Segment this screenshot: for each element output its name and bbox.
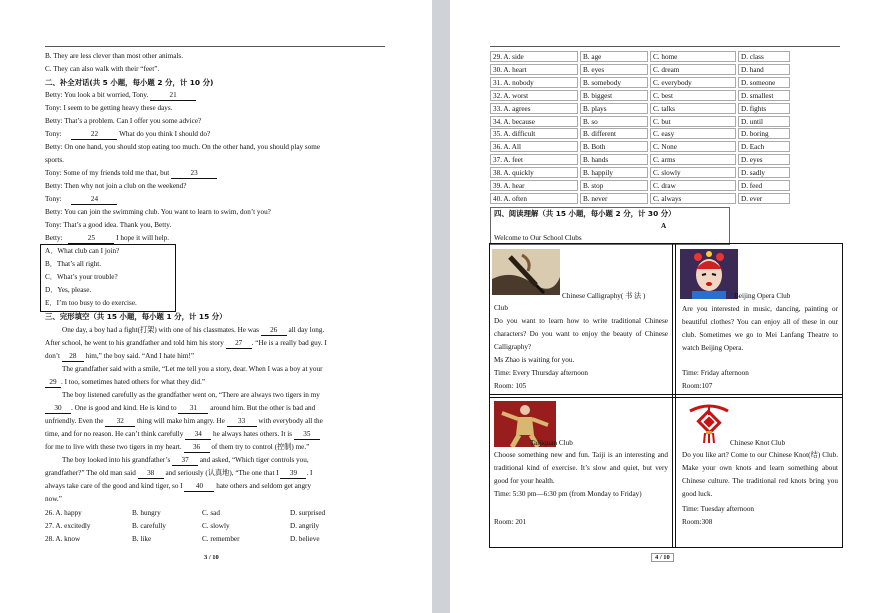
dialogue-line: Betty: On one hand, you should stop eating too much. On the other hand, you should play some xyxy=(45,143,321,151)
mc-option-cell: B. eyes xyxy=(580,64,648,75)
mc-option: C. slowly xyxy=(202,522,230,530)
mc-option-cell: C. everybody xyxy=(650,77,736,88)
club-room: Room: 105 xyxy=(494,382,527,390)
dialogue-line: Betty: You look a bit worried, Tony. 21 xyxy=(45,91,196,101)
club-description: Are you interested in music, dancing, painting or beautiful clothes? You can enjoy all of these in our club. Sometimes we go to Mei Lanfang Theatre to watch Beijing Opera. xyxy=(682,305,838,352)
cloze-blank[interactable]: 26 xyxy=(261,326,287,336)
page-number: 3 / 10 xyxy=(204,554,219,561)
cloze-blank[interactable]: 27 xyxy=(226,339,252,349)
cloze-blank[interactable]: 38 xyxy=(138,469,164,479)
mc-option-cell: D. smallest xyxy=(738,90,790,101)
mc-option-cell: B. somebody xyxy=(580,77,648,88)
cloze-blank[interactable]: 40 xyxy=(184,482,214,492)
opera-club-card xyxy=(680,247,840,393)
mc-option-cell: D. fights xyxy=(738,103,790,114)
option-line: B. They are less clever than most other animals. xyxy=(45,52,183,60)
mc-option-cell: 37. A. feet xyxy=(490,154,578,165)
mc-option-cell: B. stop xyxy=(580,180,648,191)
passage-label: A xyxy=(661,222,667,230)
cloze-line: unfriendly. Even the 32 thing will make him angry. He 33 with everybody all the xyxy=(45,417,323,425)
answer-option: E．I’m too busy to do exercise. xyxy=(45,299,137,307)
mc-option-cell: D. someone xyxy=(738,77,790,88)
dialogue-line: Betty: That’s a problem. Can I offer you some advice? xyxy=(45,117,202,125)
dialogue-line: Betty: Then why not join a club on the weekend? xyxy=(45,182,187,190)
mc-option-cell: 34. A. because xyxy=(490,116,578,127)
clubs-table xyxy=(489,243,843,548)
club-title: Taijiquan Club xyxy=(530,439,573,447)
mc-option-cell: B. plays xyxy=(580,103,648,114)
table-divider xyxy=(490,394,842,398)
calligraphy-club-card xyxy=(492,247,670,393)
mc-option: 27. A. excitedly xyxy=(45,522,91,530)
mc-option-cell: 36. A. All xyxy=(490,141,578,152)
chinese-knot-image xyxy=(684,399,734,443)
mc-option-cell: 35. A. difficult xyxy=(490,128,578,139)
mc-option-cell: C. draw xyxy=(650,180,736,191)
club-description: Do you want to learn how to write traditional Chinese characters? Do you want to enjoy the beauty of Chinese Calligraphy? xyxy=(494,317,668,351)
cloze-blank[interactable]: 34 xyxy=(185,430,211,440)
mc-option-cell: 29. A. side xyxy=(490,51,578,62)
mc-option-cell: B. so xyxy=(580,116,648,127)
cloze-blank[interactable]: 30 xyxy=(45,404,71,414)
mc-option-cell: C. arms xyxy=(650,154,736,165)
cloze-line: The boy looked into his grandfather’s 37 and asked, “Which tiger controls you, xyxy=(62,456,309,464)
mc-option-cell: 30. A. heart xyxy=(490,64,578,75)
taiji-club-card xyxy=(492,401,670,545)
mc-option-cell: 38. A. quickly xyxy=(490,167,578,178)
cloze-line: One day, a boy had a fight(打架) with one of his classmates. He was 26 all day long. xyxy=(62,326,325,334)
mc-option: C. sad xyxy=(202,509,220,517)
opera-mask-image xyxy=(680,249,738,299)
cloze-line: time, and for no reason. He can’t think carefully 34 he always hates others. It is 35 xyxy=(45,430,320,440)
answer-blank[interactable]: 24 xyxy=(71,195,117,205)
mc-option-cell: C. slowly xyxy=(650,167,736,178)
club-description: Choose something new and fun. Taiji is an interesting and traditional kind of exercise. It’s slow and quiet, but very good for your health. xyxy=(494,451,668,485)
section-heading: 三、完形填空（共 15 小题，每小题 1 分，计 15 分） xyxy=(45,312,227,321)
section-heading: 二、补全对话(共 5 小题，每小题 2 分，计 10 分) xyxy=(45,78,214,87)
club-title: Chinese Knot Club xyxy=(730,439,786,447)
answer-blank[interactable]: 21 xyxy=(150,91,196,101)
answer-option: C．What’s your trouble? xyxy=(45,273,118,281)
mc-option-cell: 40. A. often xyxy=(490,193,578,204)
mc-option-cell: D. eyes xyxy=(738,154,790,165)
cloze-blank[interactable]: 32 xyxy=(105,417,135,427)
mc-option-cell: D. until xyxy=(738,116,790,127)
top-rule xyxy=(45,46,385,47)
mc-option-cell: D. feed xyxy=(738,180,790,191)
dialogue-line: Tony: I seem to be getting heavy these days. xyxy=(45,104,173,112)
exam-page-4 xyxy=(450,0,882,613)
mc-option-cell: D. Each xyxy=(738,141,790,152)
exam-page-3 xyxy=(0,0,432,613)
mc-option: B. carefully xyxy=(132,522,166,530)
club-time: Time: Every Thursday afternoon xyxy=(494,369,589,377)
mc-option-cell: C. home xyxy=(650,51,736,62)
cloze-line: 29 . I too, sometimes hated others for what they did.” xyxy=(45,378,205,388)
club-room: Room: 201 xyxy=(494,518,527,526)
dialogue-line: Tony: Some of my friends told me that, but 23 xyxy=(45,169,217,179)
cloze-line: The boy listened carefully as the grandfather went on, “There are always two tigers in my xyxy=(62,391,320,399)
dialogue-line: sports. xyxy=(45,156,64,164)
answer-blank[interactable]: 23 xyxy=(171,169,217,179)
cloze-line: grandfather?” The old man said 38 and seriously (认真地), “The one that I 39 . I xyxy=(45,469,313,477)
club-title: Chinese Calligraphy( 书 法 ) xyxy=(562,292,646,300)
answer-blank[interactable]: 25 xyxy=(68,234,114,244)
cloze-blank[interactable]: 35 xyxy=(294,430,320,440)
option-line: C. They can also walk with their “feet”. xyxy=(45,65,160,73)
cloze-line: After school, he went to his grandfather and told him his story 27 . “He is a really bad guy. I xyxy=(45,339,327,347)
cloze-line: always take care of the good and kind tiger, so I 40 hate others and seldom get angry xyxy=(45,482,312,490)
cloze-line: now.” xyxy=(45,495,62,503)
mc-option-cell: B. Both xyxy=(580,141,648,152)
answer-option: B．That’s all right. xyxy=(45,260,102,268)
mc-option-cell: B. biggest xyxy=(580,90,648,101)
club-time: Time: Tuesday afternoon xyxy=(682,505,755,513)
cloze-blank[interactable]: 33 xyxy=(227,417,257,427)
mc-option: B. like xyxy=(132,535,152,543)
mc-option-cell: C. None xyxy=(650,141,736,152)
mc-option-cell: B. different xyxy=(580,128,648,139)
mc-option-cell: D. ever xyxy=(738,193,790,204)
answer-blank[interactable]: 22 xyxy=(71,130,117,140)
mc-option-cell: 33. A. agrees xyxy=(490,103,578,114)
cloze-line: 30 . One is good and kind. He is kind to 31 around him. But the other is bad and xyxy=(45,404,315,414)
cloze-line: for me to live with these two tigers in my heart. 36 of them try to control (控制) me.” xyxy=(45,443,310,451)
answer-option: D．Yes, please. xyxy=(45,286,92,294)
mc-option-cell: C. easy xyxy=(650,128,736,139)
mc-option-cell: C. best xyxy=(650,90,736,101)
calligraphy-brush-image xyxy=(492,249,560,295)
cloze-blank[interactable]: 39 xyxy=(280,469,306,479)
club-room: Room:107 xyxy=(682,382,713,390)
cloze-line: The grandfather said with a smile, “Let me tell you a story, dear. When I was a boy at your xyxy=(62,365,323,373)
mc-option-cell: C. always xyxy=(650,193,736,204)
mc-option-cell: D. sadly xyxy=(738,167,790,178)
mc-option: D. surprised xyxy=(290,509,326,517)
page-divider xyxy=(432,0,450,613)
answer-option: A．What club can I join? xyxy=(45,247,120,255)
mc-option-cell: 32. A. worst xyxy=(490,90,578,101)
club-time: Time: Friday afternoon xyxy=(682,369,749,377)
cloze-blank[interactable]: 31 xyxy=(178,404,208,414)
mc-option-cell: B. happily xyxy=(580,167,648,178)
mc-option: B. hungry xyxy=(132,509,161,517)
dialogue-line: Betty: You can join the swimming club. You want to learn to swim, don’t you? xyxy=(45,208,271,216)
mc-option-cell: C. dream xyxy=(650,64,736,75)
cloze-blank[interactable]: 37 xyxy=(172,456,198,466)
mc-option-cell: B. hands xyxy=(580,154,648,165)
dialogue-line: Tony: 22 What do you think I should do? xyxy=(45,130,211,138)
club-title: Club xyxy=(494,304,508,312)
mc-option: 26. A. happy xyxy=(45,509,82,517)
top-rule xyxy=(490,46,840,47)
page-number: 4 / 10 xyxy=(651,553,674,562)
mc-option-cell: D. class xyxy=(738,51,790,62)
cloze-blank[interactable]: 36 xyxy=(184,443,210,453)
mc-option-cell: C. but xyxy=(650,116,736,127)
club-time: Time: 5:30 pm—6:30 pm (from Monday to Friday) xyxy=(494,490,642,498)
passage-title: Welcome to Our School Clubs xyxy=(494,234,582,242)
dialogue-line: Betty: 25 I hope it will help. xyxy=(45,234,170,242)
club-room: Room:308 xyxy=(682,518,713,526)
mc-option-cell: D. boring xyxy=(738,128,790,139)
mc-option-cell: 31. A. nobody xyxy=(490,77,578,88)
cloze-blank[interactable]: 29 xyxy=(45,378,61,388)
mc-option: C. remember xyxy=(202,535,240,543)
club-description: Do you like art? Come to our Chinese Knot(结) Club. Make your own knots and learn something about Chinese culture. The traditional red knots bring you good luck. xyxy=(682,451,838,498)
mc-option-cell: D. hand xyxy=(738,64,790,75)
dialogue-line: Tony: 24 xyxy=(45,195,117,205)
section-heading: 四、阅读理解（共 15 小题，每小题 2 分，计 30 分） xyxy=(494,209,676,218)
mc-option-cell: B. age xyxy=(580,51,648,62)
club-title: Beijing Opera Club xyxy=(734,292,791,300)
dialogue-line: Tony: That’s a good idea. Thank you, Betty. xyxy=(45,221,172,229)
mc-option-cell: B. never xyxy=(580,193,648,204)
knot-club-card xyxy=(680,401,840,545)
cloze-blank[interactable]: 28 xyxy=(62,352,84,362)
cloze-line: don’t 28 him,” the boy said. “And I hate him!” xyxy=(45,352,195,360)
mc-option: D. angrily xyxy=(290,522,320,530)
mc-option: 28. A. know xyxy=(45,535,81,543)
mc-option: D. believe xyxy=(290,535,320,543)
mc-option-cell: 39. A. hear xyxy=(490,180,578,191)
club-note: Ms Zhao is waiting for you. xyxy=(494,356,575,364)
mc-option-cell: C. talks xyxy=(650,103,736,114)
